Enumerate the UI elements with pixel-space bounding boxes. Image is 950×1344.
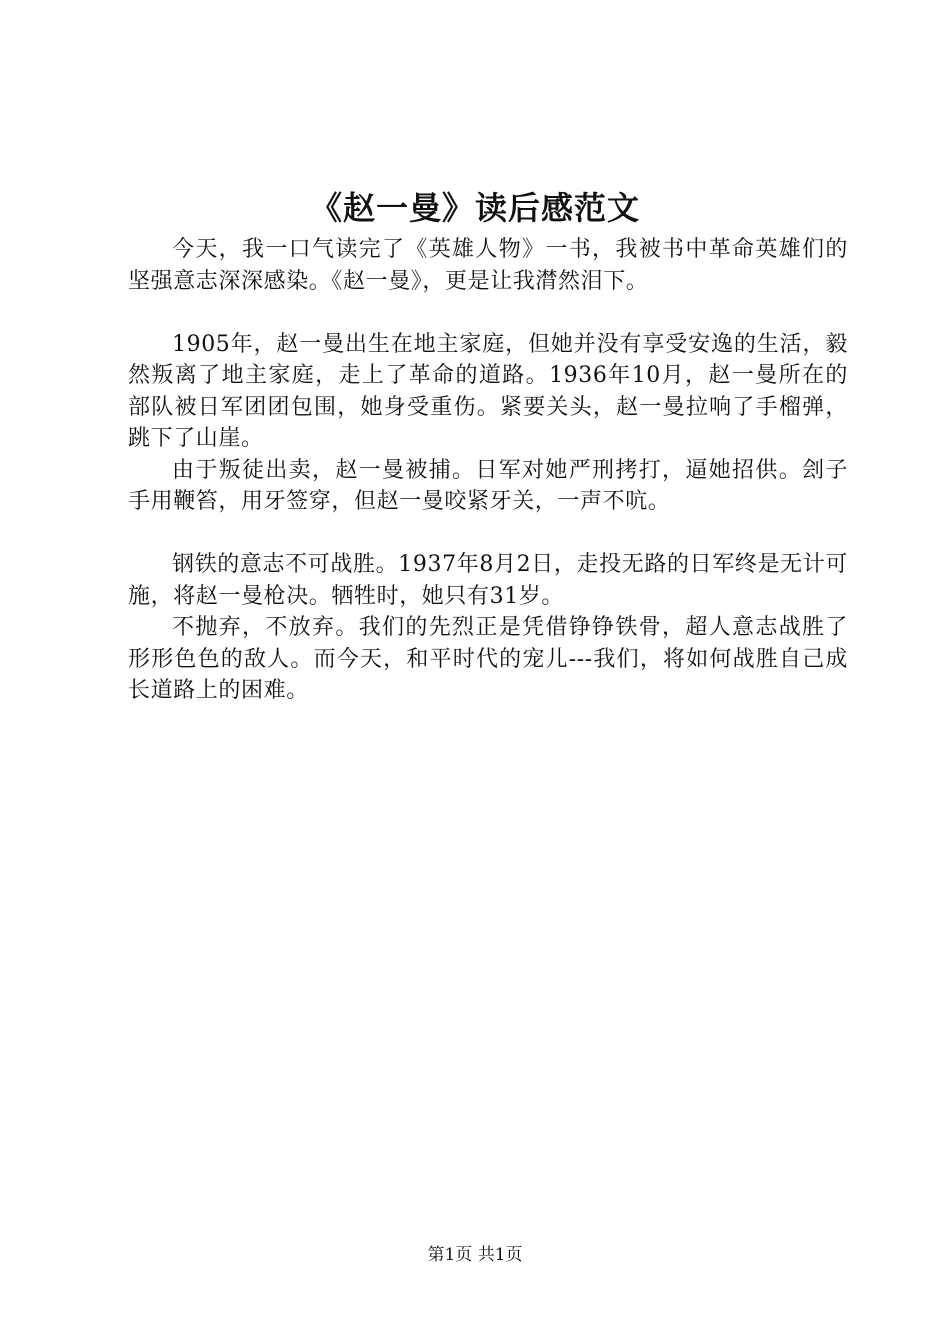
paragraph-spacer xyxy=(128,518,848,550)
paragraph-1: 今天，我一口气读完了《英雄人物》一书，我被书中革命英雄们的坚强意志深深感染。《赵一曼》，更是让我潸然泪下。 xyxy=(128,237,848,294)
document-title: 《赵一曼》读后感范文 xyxy=(309,189,640,227)
document-body xyxy=(128,234,848,707)
paragraph-3: 由于叛徒出卖，赵一曼被捕。日军对她严刑拷打，逼她招供。刽子手用鞭笞，用牙签穿，但赵一曼咬紧牙关，一声不吭。 xyxy=(128,457,848,514)
paragraph-4: 钢铁的意志不可战胜。1937年8月2日，走投无路的日军终是无计可施，将赵一曼枪决。牺牲时，她只有31岁。 xyxy=(128,552,848,609)
paragraph-2: 1905年，赵一曼出生在地主家庭，但她并没有享受安逸的生活，毅然叛离了地主家庭，走上了革命的道路。1936年10月，赵一曼所在的部队被日军团团包围，她身受重伤。紧要关头，赵一曼拉响了手榴弹，跳下了山崖。 xyxy=(128,331,848,451)
paragraph-5: 不抛弃，不放弃。我们的先烈正是凭借铮铮铁骨，超人意志战胜了形形色色的敌人。而今天，和平时代的宠儿---我们，将如何战胜自己成长道路上的困难。 xyxy=(128,615,848,703)
paragraph-spacer xyxy=(128,297,848,329)
page-footer: 第1页 共1页 xyxy=(427,1245,523,1265)
